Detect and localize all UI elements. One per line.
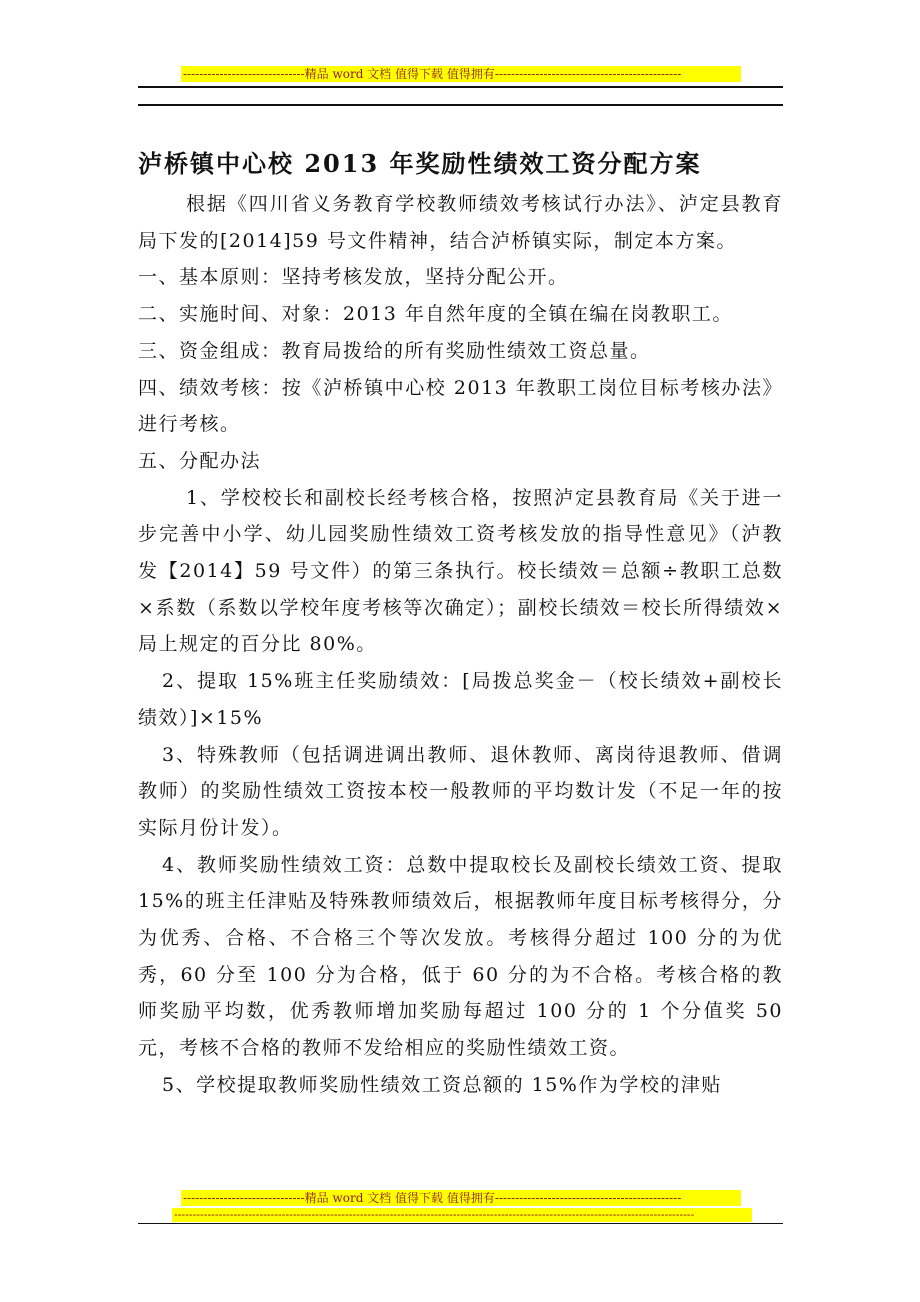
header-rule-top xyxy=(138,86,783,88)
footer-banner-dashes: -------------------------------------------------------------------------------------------------------------------------------------------- xyxy=(172,1208,752,1222)
distribution-item-3: 3、特殊教师（包括调进调出教师、退休教师、离岗待退教师、借调教师）的奖励性绩效工资按本校一般教师的平均数计发（不足一年的按实际月份计发）。 xyxy=(138,743,783,839)
distribution-item-5: 5、学校提取教师奖励性绩效工资总额的 15%作为学校的津贴 xyxy=(162,1073,722,1096)
document-title: 泸桥镇中心校 2013 年奖励性绩效工资分配方案 xyxy=(138,149,702,178)
distribution-item-4: 4、教师奖励性绩效工资：总数中提取校长及副校长绩效工资、提取 15%的班主任津贴及特殊教师绩效后，根据教师年度目标考核得分，分为优秀、合格、不合格三个等次发放。考核得分超过 100 分的为优秀，60 分至 100 分为合格，低于 60 分的为不合格。考核合格的教师奖励平均数，优秀教师增加奖励每超过 100 分的 1 个分值奖 50 元，考核不合格的教师不发给相应的奖励性绩效工资。 xyxy=(138,853,783,1060)
section-assessment: 四、绩效考核：按《泸桥镇中心校 2013 年教职工岗位目标考核办法》进行考核。 xyxy=(138,376,783,436)
intro-paragraph: 根据《四川省义务教育学校教师绩效考核试行办法》、泸定县教育局下发的[2014]59 号文件精神，结合泸桥镇实际，制定本方案。 xyxy=(138,193,783,252)
header-banner: ------------------------------精品 word 文档 值得下载 值得拥有---------------------------------------------- xyxy=(181,66,741,82)
header-rule-bottom xyxy=(138,104,783,106)
distribution-item-2: 2、提取 15%班主任奖励绩效：[局拨总奖金－（校长绩效+副校长绩效）]×15% xyxy=(138,670,783,729)
footer-rule xyxy=(138,1223,783,1224)
distribution-item-1: 1、学校校长和副校长经考核合格，按照泸定县教育局《关于进一步完善中小学、幼儿园奖励性绩效工资考核发放的指导性意见》（泸教发【2014】59 号文件）的第三条执行。校长绩效＝总额÷教职工总数×系数（系数以学校年度考核等次确定）；副校长绩效＝校长所得绩效×局上规定的百分比 80%。 xyxy=(138,486,783,656)
section-funding: 三、资金组成：教育局拨给的所有奖励性绩效工资总量。 xyxy=(138,339,651,362)
section-time-target: 二、实施时间、对象：2013 年自然年度的全镇在编在岗教职工。 xyxy=(138,303,733,326)
section-principle: 一、基本原则：坚持考核发放，坚持分配公开。 xyxy=(138,266,569,289)
section-distribution-heading: 五、分配办法 xyxy=(138,449,262,472)
footer-banner: ------------------------------精品 word 文档 值得下载 值得拥有---------------------------------------------- xyxy=(181,1190,741,1206)
document-body xyxy=(138,186,783,1104)
